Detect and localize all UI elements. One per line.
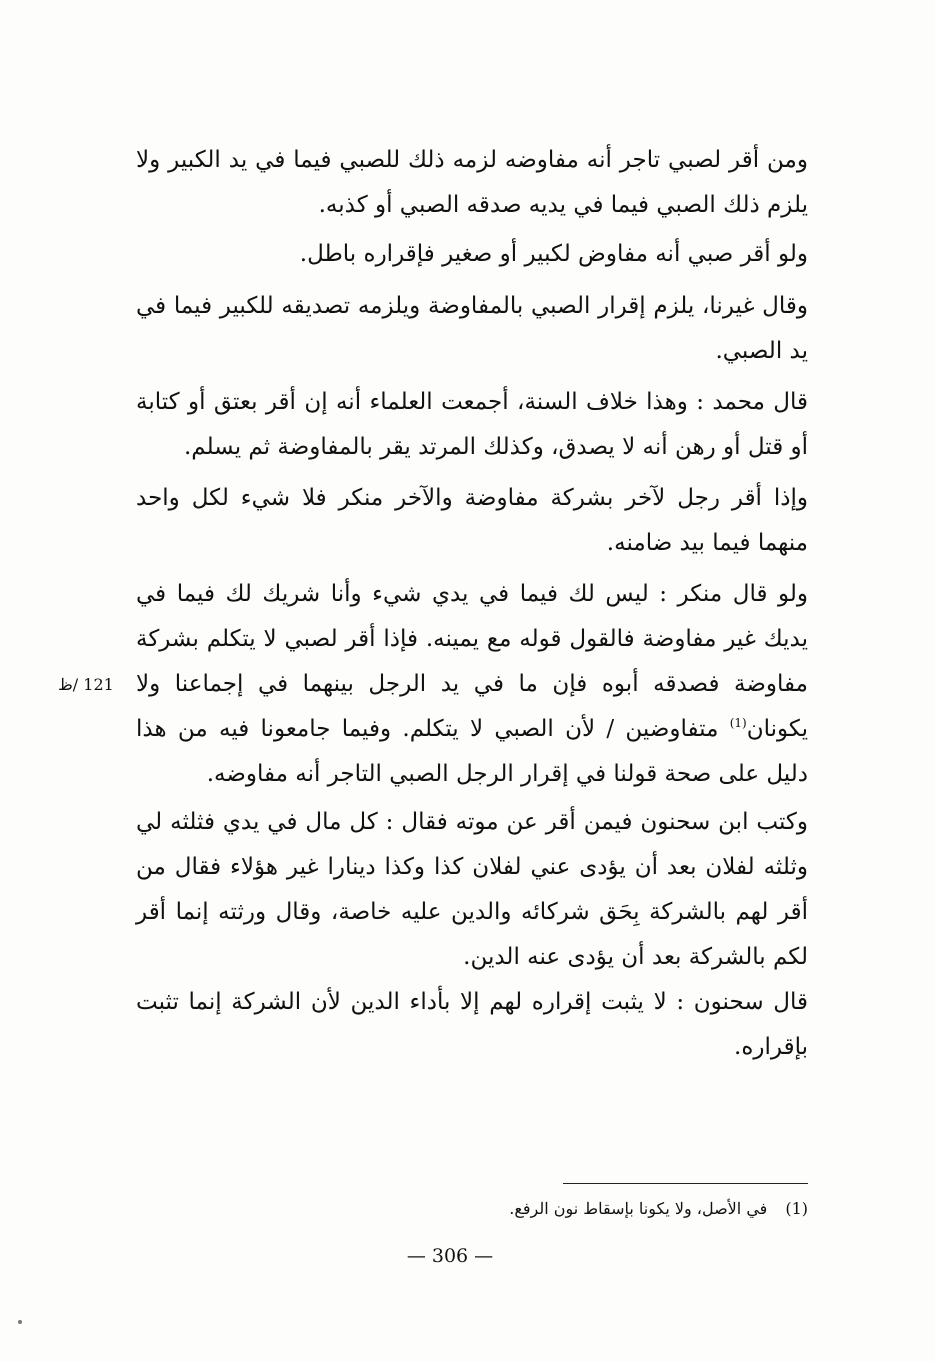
paragraph-6 bbox=[136, 572, 808, 797]
paragraph-5: وإذا أقر رجل لآخر بشركة مفاوضة والآخر منكر فلا شيء لكل واحد منهما فيما بيد ضامنه. bbox=[136, 485, 808, 556]
paragraph-4: قال محمد : وهذا خلاف السنة، أجمعت العلماء أنه إن أقر بعتق أو كتابة أو قتل أو رهن أنه لا يصدق، وكذلك المرتد يقر بالمفاوضة ثم يسلم. bbox=[136, 389, 808, 460]
paragraph-1: ومن أقر لصبي تاجر أنه مفاوضه لزمه ذلك للصبي فيما في يد الكبير ولا يلزم ذلك الصبي فيما في يديه صدقه الصبي أو كذبه. bbox=[136, 147, 808, 218]
footnote-reference[interactable]: (1) bbox=[729, 716, 747, 730]
footnote-text: في الأصل، ولا يكونا بإسقاط نون الرفع. bbox=[509, 1199, 768, 1218]
footnote-divider bbox=[563, 1183, 808, 1184]
paragraph-6-text-start: ولو قال منكر : ليس لك فيما في يدي شيء وأنا شريك لك فيما في يديك غير مفاوضة فالقول قوله مع يمينه. فإذا أقر لصبي لا يتكلم بشركة مفاوضة فصدقه أبوه فإن ما في يد الرجل بينهما في إجماعنا ولا يكونان bbox=[136, 581, 808, 742]
paragraph-8: قال سحنون : لا يثبت إقراره لهم إلا بأداء الدين لأن الشركة إنما تثبت بإقراره. bbox=[136, 989, 808, 1060]
manuscript-folio-note: 121 /ظ bbox=[58, 675, 114, 694]
paragraph-7: وكتب ابن سحنون فيمن أقر عن موته فقال : كل مال في يدي فثلثه لي وثلثه لفلان بعد أن يؤدى عني لفلان كذا وكذا دينارا غير هؤلاء فقال من أقر لهم بالشركة بِحَق شركائه والدين عليه خاصة، وقال ورثته إنما أقر لكم بالشركة بعد أن يؤدى عنه الدين. bbox=[136, 809, 808, 970]
scan-speck bbox=[18, 1320, 22, 1324]
paragraph-3: وقال غيرنا، يلزم إقرار الصبي بالمفاوضة ويلزمه تصديقه للكبير فيما في يد الصبي. bbox=[136, 293, 808, 364]
paragraph-6-text-end: متفاوضين / لأن الصبي لا يتكلم. وفيما جامعونا فيه من هذا دليل على صحة قولنا في إقرار الرجل الصبي التاجر أنه مفاوضه. bbox=[136, 716, 808, 787]
paragraph-2: ولو أقر صبي أنه مفاوض لكبير أو صغير فإقراره باطل. bbox=[299, 241, 808, 267]
footnote bbox=[440, 1196, 808, 1222]
footnote-number: (1) bbox=[785, 1199, 808, 1218]
page-number: — 306 — bbox=[406, 1245, 494, 1267]
